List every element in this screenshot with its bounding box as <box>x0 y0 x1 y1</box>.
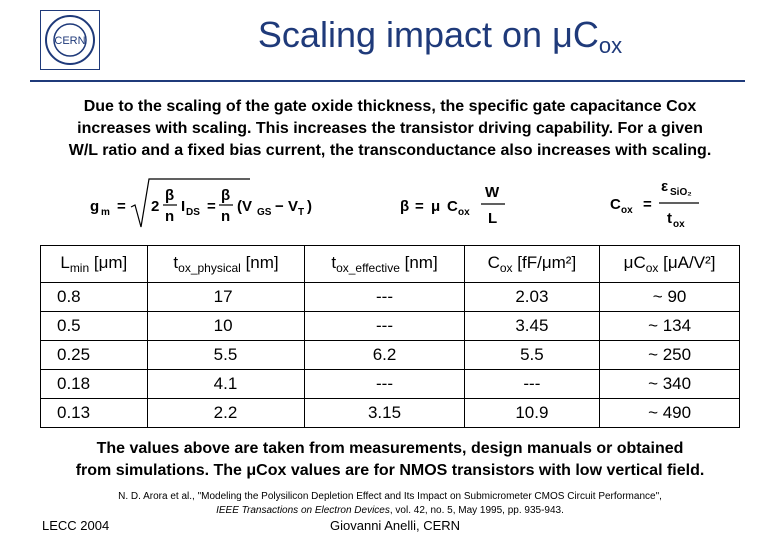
footer-conference: LECC 2004 <box>42 518 110 533</box>
table-cell: 6.2 <box>305 341 464 370</box>
journal-name: IEEE Transactions on Electron Devices <box>216 505 390 516</box>
vt-symbol: V <box>288 198 299 215</box>
table-row <box>41 341 740 370</box>
table-cell: 5.5 <box>464 341 600 370</box>
vt-subscript: T <box>298 207 305 218</box>
table-cell: --- <box>305 283 464 312</box>
minus-sign: − <box>275 198 284 215</box>
logo-text: CERN <box>54 35 86 47</box>
l-symbol: L <box>488 210 498 227</box>
sio2-subscript: SiO₂ <box>670 187 692 198</box>
vgs-subscript: GS <box>257 207 272 218</box>
title-subscript: ox <box>598 33 623 58</box>
column-header: $t_{ox\_physical}$ [nm] <box>147 246 305 283</box>
table-cell: 3.15 <box>305 399 464 428</box>
column-header: $t_{ox\_effective}$ [nm] <box>305 246 464 283</box>
table-cell: 2.03 <box>464 283 600 312</box>
table-cell: --- <box>305 312 464 341</box>
close-paren: ) <box>307 198 312 215</box>
epsilon-symbol: ε <box>661 178 669 195</box>
table-cell: 0.25 <box>41 341 148 370</box>
beta-symbol: β <box>400 198 410 215</box>
table-cell: ~ 90 <box>600 283 740 312</box>
outro-line: from simulations. The μCox values are for NMOS transistors with low vertical field. <box>75 462 705 479</box>
table-cell: ~ 134 <box>600 312 740 341</box>
table-cell: 0.13 <box>41 399 148 428</box>
table-cell: --- <box>464 370 600 399</box>
title-text: Scaling impact on μC <box>257 14 599 55</box>
cox-subscript: ox <box>621 205 633 216</box>
beta-symbol: β <box>221 187 231 204</box>
table-cell: 17 <box>147 283 305 312</box>
table-row <box>41 370 740 399</box>
beta-symbol: β <box>165 187 175 204</box>
formula-cox <box>605 175 725 235</box>
formula-beta <box>395 175 525 235</box>
n-symbol: n <box>221 208 231 225</box>
table-cell: 3.45 <box>464 312 600 341</box>
reference-citation <box>80 490 700 518</box>
cox-symbol: C <box>610 196 621 213</box>
table-cell: 4.1 <box>147 370 305 399</box>
gm-subscript: m <box>101 207 110 218</box>
equals-sign: = <box>117 198 126 215</box>
reference-line: N. D. Arora et al., "Modeling the Polysilicon Depletion Effect and Its Impact on Submicrometer CMOS Circuit Performance", <box>118 491 662 502</box>
table-cell: 0.8 <box>41 283 148 312</box>
footer-author: Giovanni Anelli, CERN <box>330 518 461 533</box>
title-divider <box>30 80 745 82</box>
reference-line <box>80 504 700 518</box>
table-cell: 5.5 <box>147 341 305 370</box>
w-symbol: W <box>485 184 500 201</box>
table-cell: ~ 340 <box>600 370 740 399</box>
c-symbol: C <box>447 198 458 215</box>
intro-line: W/L ratio and a fixed bias current, the transconductance also increases with scaling. <box>68 142 712 159</box>
page-title <box>140 14 740 59</box>
table-cell: 10.9 <box>464 399 600 428</box>
ids-symbol: I <box>181 198 186 215</box>
coeff-2: 2 <box>151 198 160 215</box>
table-cell: 10 <box>147 312 305 341</box>
table-cell: 0.5 <box>41 312 148 341</box>
column-header: $L_{min}$ [μm] <box>41 246 148 283</box>
intro-line: Due to the scaling of the gate oxide thickness, the specific gate capacitance Cox <box>83 98 697 115</box>
formula-gm <box>85 175 335 235</box>
table-cell: ~ 250 <box>600 341 740 370</box>
n-symbol: n <box>165 208 175 225</box>
table-cell: --- <box>305 370 464 399</box>
outro-line: The values above are taken from measurements, design manuals or obtained <box>96 440 684 457</box>
table-row <box>41 312 740 341</box>
vgs-symbol: (V <box>237 198 252 215</box>
table-cell: ~ 490 <box>600 399 740 428</box>
mu-symbol: μ <box>431 198 441 215</box>
column-header: $\mu C_{ox}$ [μA/V²] <box>600 246 740 283</box>
table-cell: 2.2 <box>147 399 305 428</box>
cox-subscript: ox <box>458 207 470 218</box>
table-row <box>41 283 740 312</box>
intro-paragraph <box>20 96 760 162</box>
equals-sign: = <box>415 198 424 215</box>
tox-symbol: t <box>667 210 672 227</box>
sqrt-sign <box>131 179 250 227</box>
scaling-table <box>40 245 740 428</box>
ids-subscript: DS <box>186 207 200 218</box>
equals-sign: = <box>643 196 652 213</box>
gm-symbol: g <box>90 198 100 215</box>
intro-line: increases with scaling. This increases the transistor driving capability. For a given <box>77 120 703 137</box>
table-row <box>41 399 740 428</box>
table-header-row <box>41 246 740 283</box>
outro-paragraph <box>20 438 760 482</box>
column-header: $C_{ox}$ [fF/μm²] <box>464 246 600 283</box>
equals-sign: = <box>207 198 216 215</box>
cern-logo <box>40 10 100 70</box>
tox-subscript: ox <box>673 219 685 230</box>
reference-details: , vol. 42, no. 5, May 1995, pp. 935-943. <box>389 505 564 516</box>
table-cell: 0.18 <box>41 370 148 399</box>
